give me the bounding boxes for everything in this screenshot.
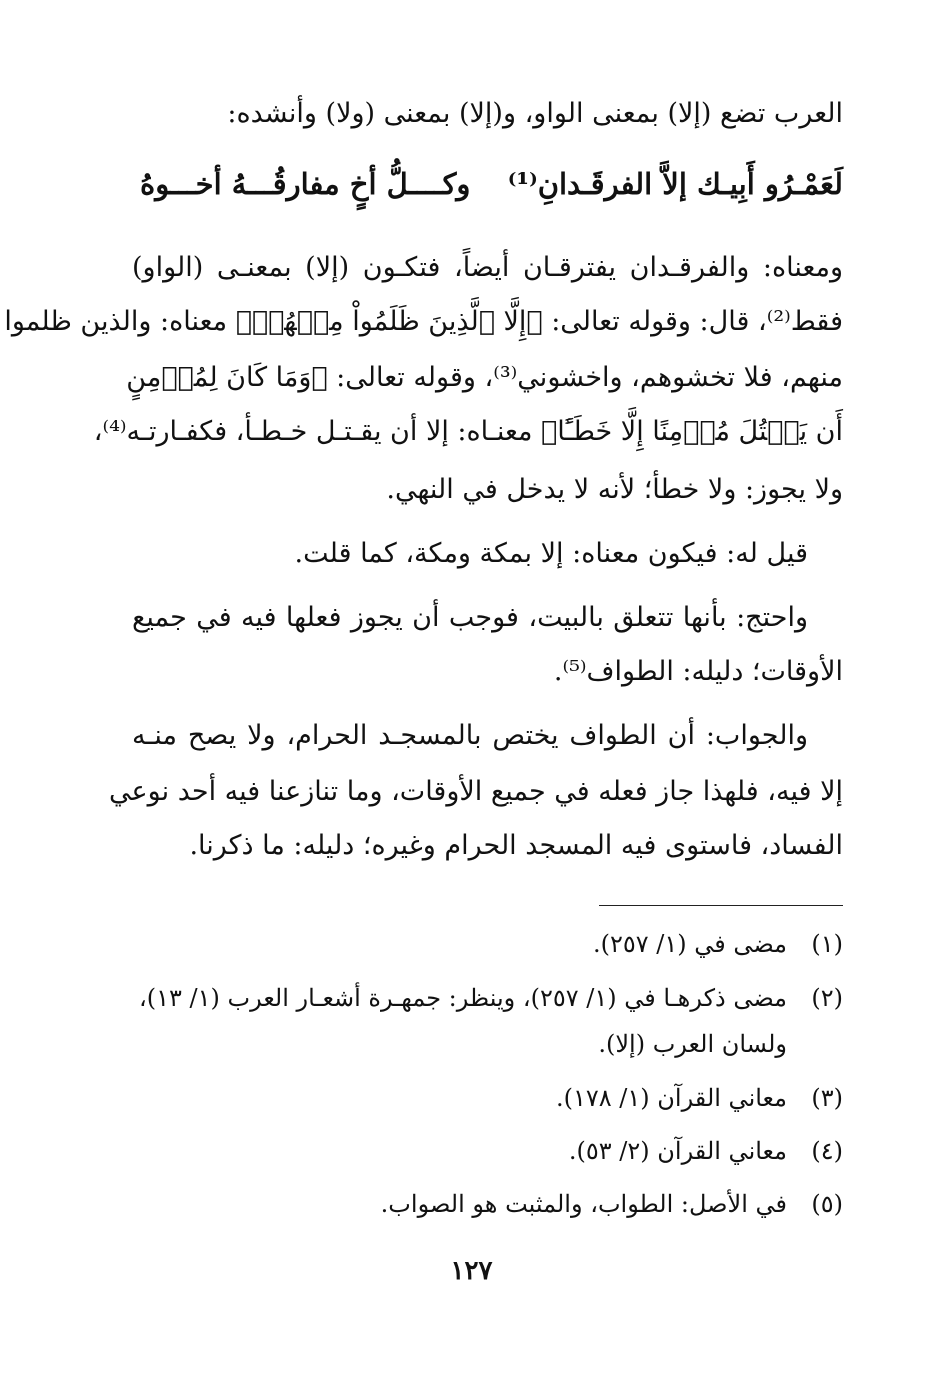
text-line: والجواب: أن الطواف يختص بالمسجـد الحرام، ولا يصح منـه xyxy=(132,720,808,751)
footnote-text: ولسان العرب (إلا). xyxy=(598,1030,787,1058)
footnote-text: مضى ذكرهـا في (١/ ٢٥٧)، وينظر: جمهـرة أشعـار العرب (١/ ١٣)، xyxy=(139,984,787,1012)
footnote-text: معاني القرآن (٢/ ٥٣). xyxy=(568,1137,787,1165)
verse-first-hemistich: لَعَمْـرُو أَبِيـك إلاَّ الفرقَـدانِ⁽¹⁾ xyxy=(507,167,843,201)
text-line: الأوقات؛ دليله: الطواف⁽⁵⁾. xyxy=(553,656,843,687)
footnote-number: (١) xyxy=(811,930,843,958)
text-line: ومعناه: والفرقـدان يفترقـان أيضاً، فتكـون (إلا) بمعنـى (الواو) xyxy=(132,252,843,283)
footnote-text: معاني القرآن (١/ ١٧٨). xyxy=(556,1084,787,1112)
text-line: قيل له: فيكون معناه: إلا بمكة ومكة، كما قلت. xyxy=(294,538,808,569)
footnote-text: في الأصل: الطواب، والمثبت هو الصواب. xyxy=(380,1190,787,1218)
poetry-verse xyxy=(140,162,843,206)
text-line: أَن يَقۡتُلَ مُؤۡمِنًا إِلَّا خَطَـًٔا﴾ معنـاه: إلا أن يقـتـل خـطـأ، فكفـارتـه⁽⁴⁾، xyxy=(93,416,843,447)
footnote-number: (٥) xyxy=(811,1190,843,1218)
footnote-text: مضى في (١/ ٢٥٧). xyxy=(592,930,787,958)
footnote-divider xyxy=(599,905,843,906)
text-line: فقط⁽²⁾، قال: وقوله تعالى: ﴿إِلَّا ٱلَّذِينَ ظَلَمُواْ مِنۡهُمۡ﴾ معناه: والذين ظلموا xyxy=(4,306,843,337)
text-line: ولا يجوز: ولا خطأ؛ لأنه لا يدخل في النهي. xyxy=(386,474,843,505)
footnote-number: (٣) xyxy=(811,1084,843,1112)
text-line: الفساد، فاستوى فيه المسجد الحرام وغيره؛ دليله: ما ذكرنا. xyxy=(189,830,843,861)
verse-second-hemistich: وكــــلُّ أخٍ مفارقُـــهُ أخـــوهُ xyxy=(140,167,471,201)
footnote-number: (٤) xyxy=(811,1137,843,1165)
text-line: منهم، فلا تخشوهم، واخشوني⁽³⁾، وقوله تعالى: ﴿وَمَا كَانَ لِمُؤۡمِنٍ xyxy=(126,362,843,393)
footnote-number: (٢) xyxy=(811,984,843,1012)
text-line: العرب تضع (إلا) بمعنى الواو، و(إلا) بمعنى (ولا) وأنشده: xyxy=(227,98,843,129)
text-line: واحتج: بأنها تتعلق بالبيت، فوجب أن يجوز فعلها فيه في جميع xyxy=(132,602,808,633)
page-number: ١٢٧ xyxy=(450,1256,493,1286)
text-line: إلا فيه، فلهذا جاز فعله في جميع الأوقات، وما تنازعنا فيه أحد نوعي xyxy=(109,776,843,807)
